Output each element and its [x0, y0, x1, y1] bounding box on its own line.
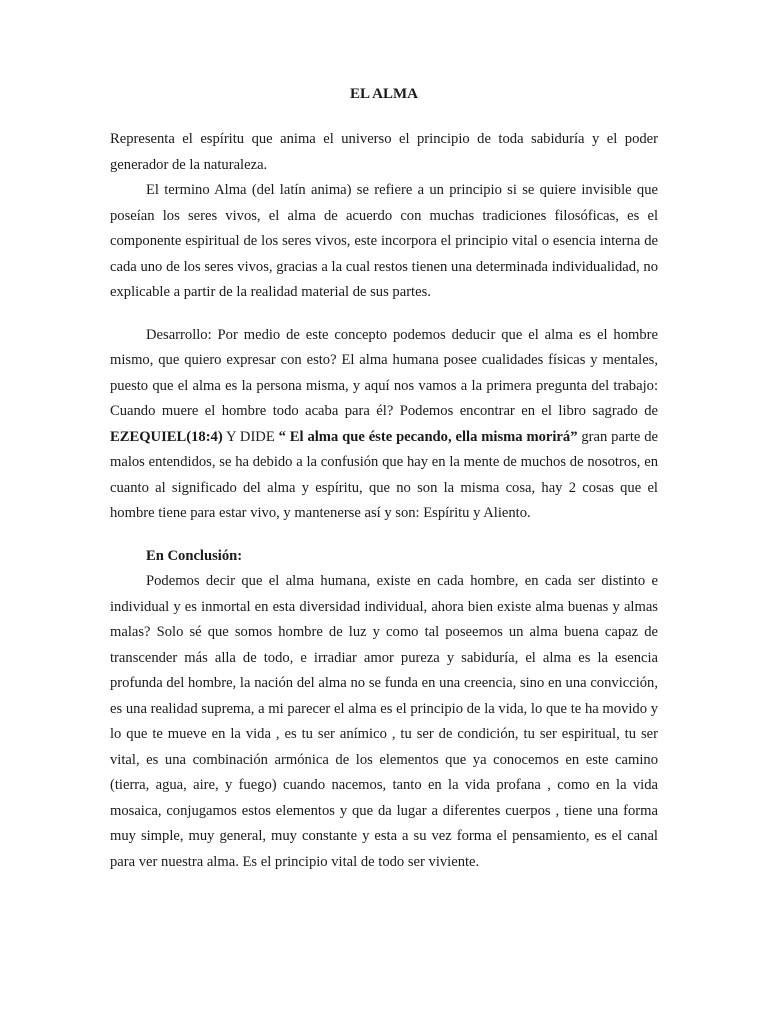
development-text-2: Y DIDE — [222, 428, 279, 445]
paragraph-spacer — [110, 527, 658, 544]
paragraph-definition: El termino Alma (del latín anima) se refiere a un principio si se quiere invisible que poseían los seres vivos, el alma de acuerdo con muchas tradiciones filosóficas, es el componente espiritual de los seres vivos, este incorpora el principio vital o esencia interna de cada uno de los seres vivos, gracias a la cual restos tienen una determinada individualidad, no explicable a partir de la realidad material de sus partes. — [110, 182, 658, 300]
document-body — [110, 127, 658, 875]
document-title: EL ALMA — [350, 86, 418, 102]
paragraph-development — [110, 323, 658, 527]
bible-reference: EZEQUIEL(18:4) — [110, 428, 223, 445]
paragraph-spacer — [110, 306, 658, 323]
development-text-1: Desarrollo: Por medio de este concepto podemos deducir que el alma es el hombre mismo, que quiero expresar con esto? El alma humana posee cualidades físicas y mentales, puesto que el alma es la persona misma, y aquí nos vamos a la primera pregunta del trabajo: Cuando muere el hombre todo acaba para él? Podemos encontrar en el libro sagrado de — [110, 326, 658, 419]
development-text-3: gran parte de malos entendidos, se ha debido a la confusión que hay en la mente de muchos de nosotros, en cuanto al significado del alma y espíritu, que no son la misma cosa, hay 2 cosas que el hombre tiene para estar vivo, y mantenerse así y son: Espíritu y Aliento. — [110, 428, 658, 521]
paragraph-conclusion: Podemos decir que el alma humana, existe en cada hombre, en cada ser distinto e individual y es inmortal en esta diversidad individual, ahora bien existe alma buenas y almas malas? Solo sé que somos hombre de luz y como tal poseemos un alma buena capaz de transcender más alla de todo, e irradiar amor pureza y sabiduría, el alma es la esencia profunda del hombre, la nación del alma no se funda en una creencia, sino en una convicción, es una realidad suprema, a mi parecer el alma es el principio de la vida, lo que te ha movido y lo que te mueve en la vida , es tu ser anímico , tu ser de condición, tu ser espiritual, tu ser vital, es una combinación armónica de los elementos que ya conocemos en este camino (tierra, agua, aire, y fuego) cuando nacemos, tanto en la vida profana , como en la vida mosaica, conjugamos estos elementos y que da lugar a diferentes cuerpos , tiene una forma muy simple, muy general, muy constante y esta a su vez forma el pensamiento, es el canal para ver nuestra alma. Es el principio vital de todo ser viviente. — [110, 573, 658, 870]
paragraph-intro: Representa el espíritu que anima el universo el principio de toda sabiduría y el poder generador de la naturaleza. — [110, 131, 658, 173]
bible-quote: “ El alma que éste pecando, ella misma morirá” — [278, 428, 578, 445]
conclusion-heading: En Conclusión: — [146, 547, 243, 564]
